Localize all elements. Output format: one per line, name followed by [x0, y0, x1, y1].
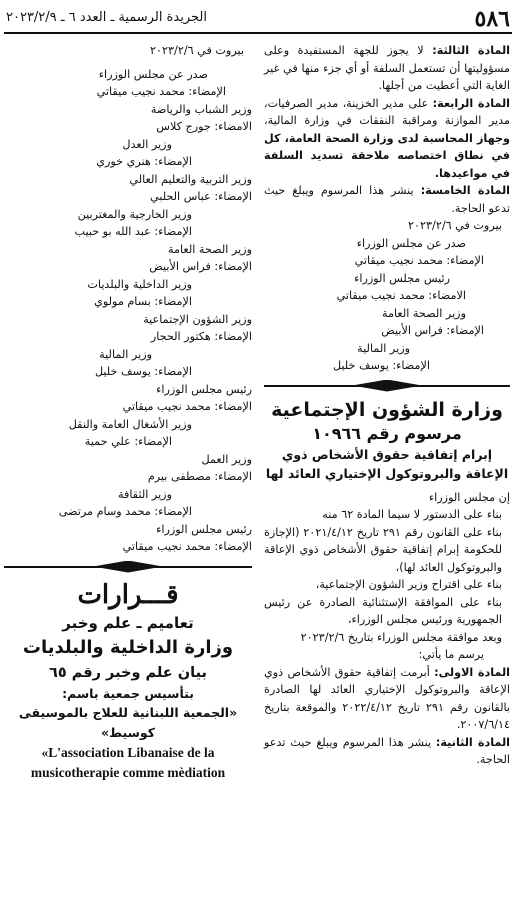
signature: الإمضاء: هنري خوري [96, 155, 192, 168]
signature: الإمضاء: محمد نجيب ميقاتي [122, 400, 252, 413]
right-column [264, 42, 510, 769]
title-line: وزير الثقافة [118, 487, 172, 501]
article-text: ينشر هذا المرسوم ويبلغ حيث تدعو الحاجة. [264, 735, 510, 766]
signature: الإمضاء: محمد وسام مرتضى [58, 505, 192, 518]
issued-line: صدر عن مجلس الوزراء [98, 67, 208, 81]
association-name-arabic: «الجمعية اللبنانية للعلاج بالموسيقى كوسيط» [18, 704, 238, 740]
decisions-heading: قـــرارات [77, 579, 179, 610]
article-text-bold: وجهاز المحاسبة لدى وزارة الصحة العامة، كل في نطاق اختصاصه ملاحقة تسديد السلفة في مواعيدها. [264, 131, 510, 180]
title-line: وزير الشباب والرياضة [150, 102, 252, 116]
signature: الإمضاء: عباس الحلبي [150, 190, 252, 203]
signature: الإمضاء: هكتور الحجار [150, 330, 252, 343]
signature: الإمضاء: محمد نجيب ميقاتي [122, 540, 252, 553]
article-text: لا يجوز للجهة المستفيدة وعلى مسؤوليتها أن تستعمل السلفة أو أي جزء منها في غير الغاية التي أعطيت من أجلها. [264, 44, 510, 92]
preamble-line: يرسم ما يأتي: [418, 648, 484, 661]
ministry-title: وزارة الشؤون الإجتماعية [271, 398, 503, 421]
decree-subject: الإعاقة والبروتوكول الإختياري العائد لها [265, 465, 509, 481]
article-label: المادة الثالثة: [432, 44, 510, 57]
association-name-french: «L'association Libanaise de la [41, 744, 215, 760]
article-1 [264, 664, 510, 734]
section-divider [4, 560, 252, 574]
ministry-title: وزارة الداخلية والبلديات [22, 636, 234, 658]
title-line: وزير الشؤون الإجتماعية [143, 312, 252, 326]
page-header [4, 4, 512, 34]
signature: الإمضاء: علي حمية [84, 435, 172, 448]
date-line: بيروت في ٢٠٢٣/٢/٦ [150, 44, 244, 57]
title-line: وزير الصحة العامة [382, 306, 466, 320]
signature: الإمضاء: يوسف خليل [332, 359, 430, 372]
article-5 [264, 182, 510, 217]
signature: الإمضاء: مصطفى بيرم [147, 470, 252, 483]
signature: الإمضاء: عبد الله بو حبيب [74, 225, 192, 238]
running-head: الجريدة الرسمية ـ العدد ٦ ـ ٢٠٢٣/٢/٩ [6, 10, 207, 25]
founding-line: بتأسيس جمعية باسم: [62, 685, 194, 701]
preamble-line: بناء على الموافقة الإستثنائية الصادرة عن رئيس الجمهورية ورئيس مجلس الوزراء، [264, 595, 502, 626]
signature: الإمضاء: محمد نجيب ميقاتي [96, 85, 226, 98]
title-line: وزير الصحة العامة [168, 242, 252, 256]
article-text: على مدير الخزينة، مدير الصرفيات، مدير الموازنة ومراقبة النفقات في وزارة المالية، [264, 96, 510, 127]
notice-number: بيان علم وخبر رقم ٦٥ [49, 664, 207, 681]
preamble-line: إن مجلس الوزراء [428, 490, 510, 504]
title-line: وزير الخارجية والمغتربين [77, 207, 192, 221]
decree-number: مرسوم رقم ١٠٩٦٦ [312, 423, 462, 443]
title-line: وزير العدل [122, 137, 172, 151]
signature: الإمضاء: محمد نجيب ميقاتي [354, 254, 484, 267]
article-text: أبرمت إتفاقية حقوق الأشخاص ذوي الإعاقة والبروتوكول الإختياري العائد لها الصادرة بالقانون رقم ٢٩١ تاريخ ٢٠٢٢/٤/١٢ والموقعة بتاريخ ٢٠٠٧/٦/١٤. [264, 665, 510, 731]
preamble-line: وبعد موافقة مجلس الوزراء بتاريخ ٢٠٢٣/٢/٦ [300, 630, 502, 644]
title-line: رئيس مجلس الوزراء [156, 522, 252, 536]
article-label: المادة الثانية: [435, 735, 510, 749]
title-line: وزير الأشغال العامة والنقل [68, 417, 192, 431]
signature: الامضاء: محمد نجيب ميقاتي [336, 289, 466, 302]
section-divider [264, 379, 510, 393]
title-line: رئيس مجلس الوزراء [156, 382, 252, 396]
circulars-heading: تعاميم ـ علم وخبر [62, 613, 194, 632]
title-line: رئيس مجلس الوزراء [354, 271, 450, 285]
left-column [4, 42, 252, 783]
association-name-french: musicotherapie comme mèdiation [30, 764, 226, 780]
article-label: المادة الاولى: [434, 665, 510, 679]
signature: الإمضاء: يوسف خليل [94, 365, 192, 378]
preamble-line: بناء على الدستور لا سيما المادة ٦٢ منه [322, 508, 502, 521]
preamble-line: بناء على القانون رقم ٢٩١ تاريخ ٢٠٢١/٤/١٢ (الإجازة للحكومة إبرام إتفاقية حقوق الأشخاص ذوي الإعاقة والبروتوكول العائد لها)، [264, 525, 503, 574]
page-number: ٥٨٦ [474, 6, 510, 32]
signature: الإمضاء: فراس الأبيض [149, 260, 252, 273]
title-line: وزير العمل [201, 452, 252, 466]
title-line: وزير المالية [357, 341, 410, 355]
preamble-line: بناء على اقتراح وزير الشؤون الإجتماعية، [315, 578, 502, 591]
title-line: وزير الداخلية والبلديات [87, 277, 192, 291]
signature: الامضاء: جورج كلاس [156, 120, 252, 133]
title-line: وزير المالية [99, 347, 152, 361]
decree-subject: إبرام إتفاقية حقوق الأشخاص ذوي [281, 446, 493, 462]
article-2 [264, 734, 510, 769]
issued-line: صدر عن مجلس الوزراء [356, 236, 466, 250]
article-4 [264, 95, 510, 183]
article-label: المادة الخامسة: [420, 184, 510, 197]
title-line: وزير التربية والتعليم العالي [129, 172, 252, 186]
date-line: بيروت في ٢٠٢٣/٢/٦ [408, 219, 502, 232]
signature: الإمضاء: فراس الأبيض [381, 324, 484, 337]
article-3 [264, 42, 510, 95]
article-text: ينشر هذا المرسوم ويبلغ حيث تدعو الحاجة. [264, 184, 510, 215]
signature: الإمضاء: بسام مولوي [94, 295, 192, 308]
article-label: المادة الرابعة: [432, 96, 510, 110]
